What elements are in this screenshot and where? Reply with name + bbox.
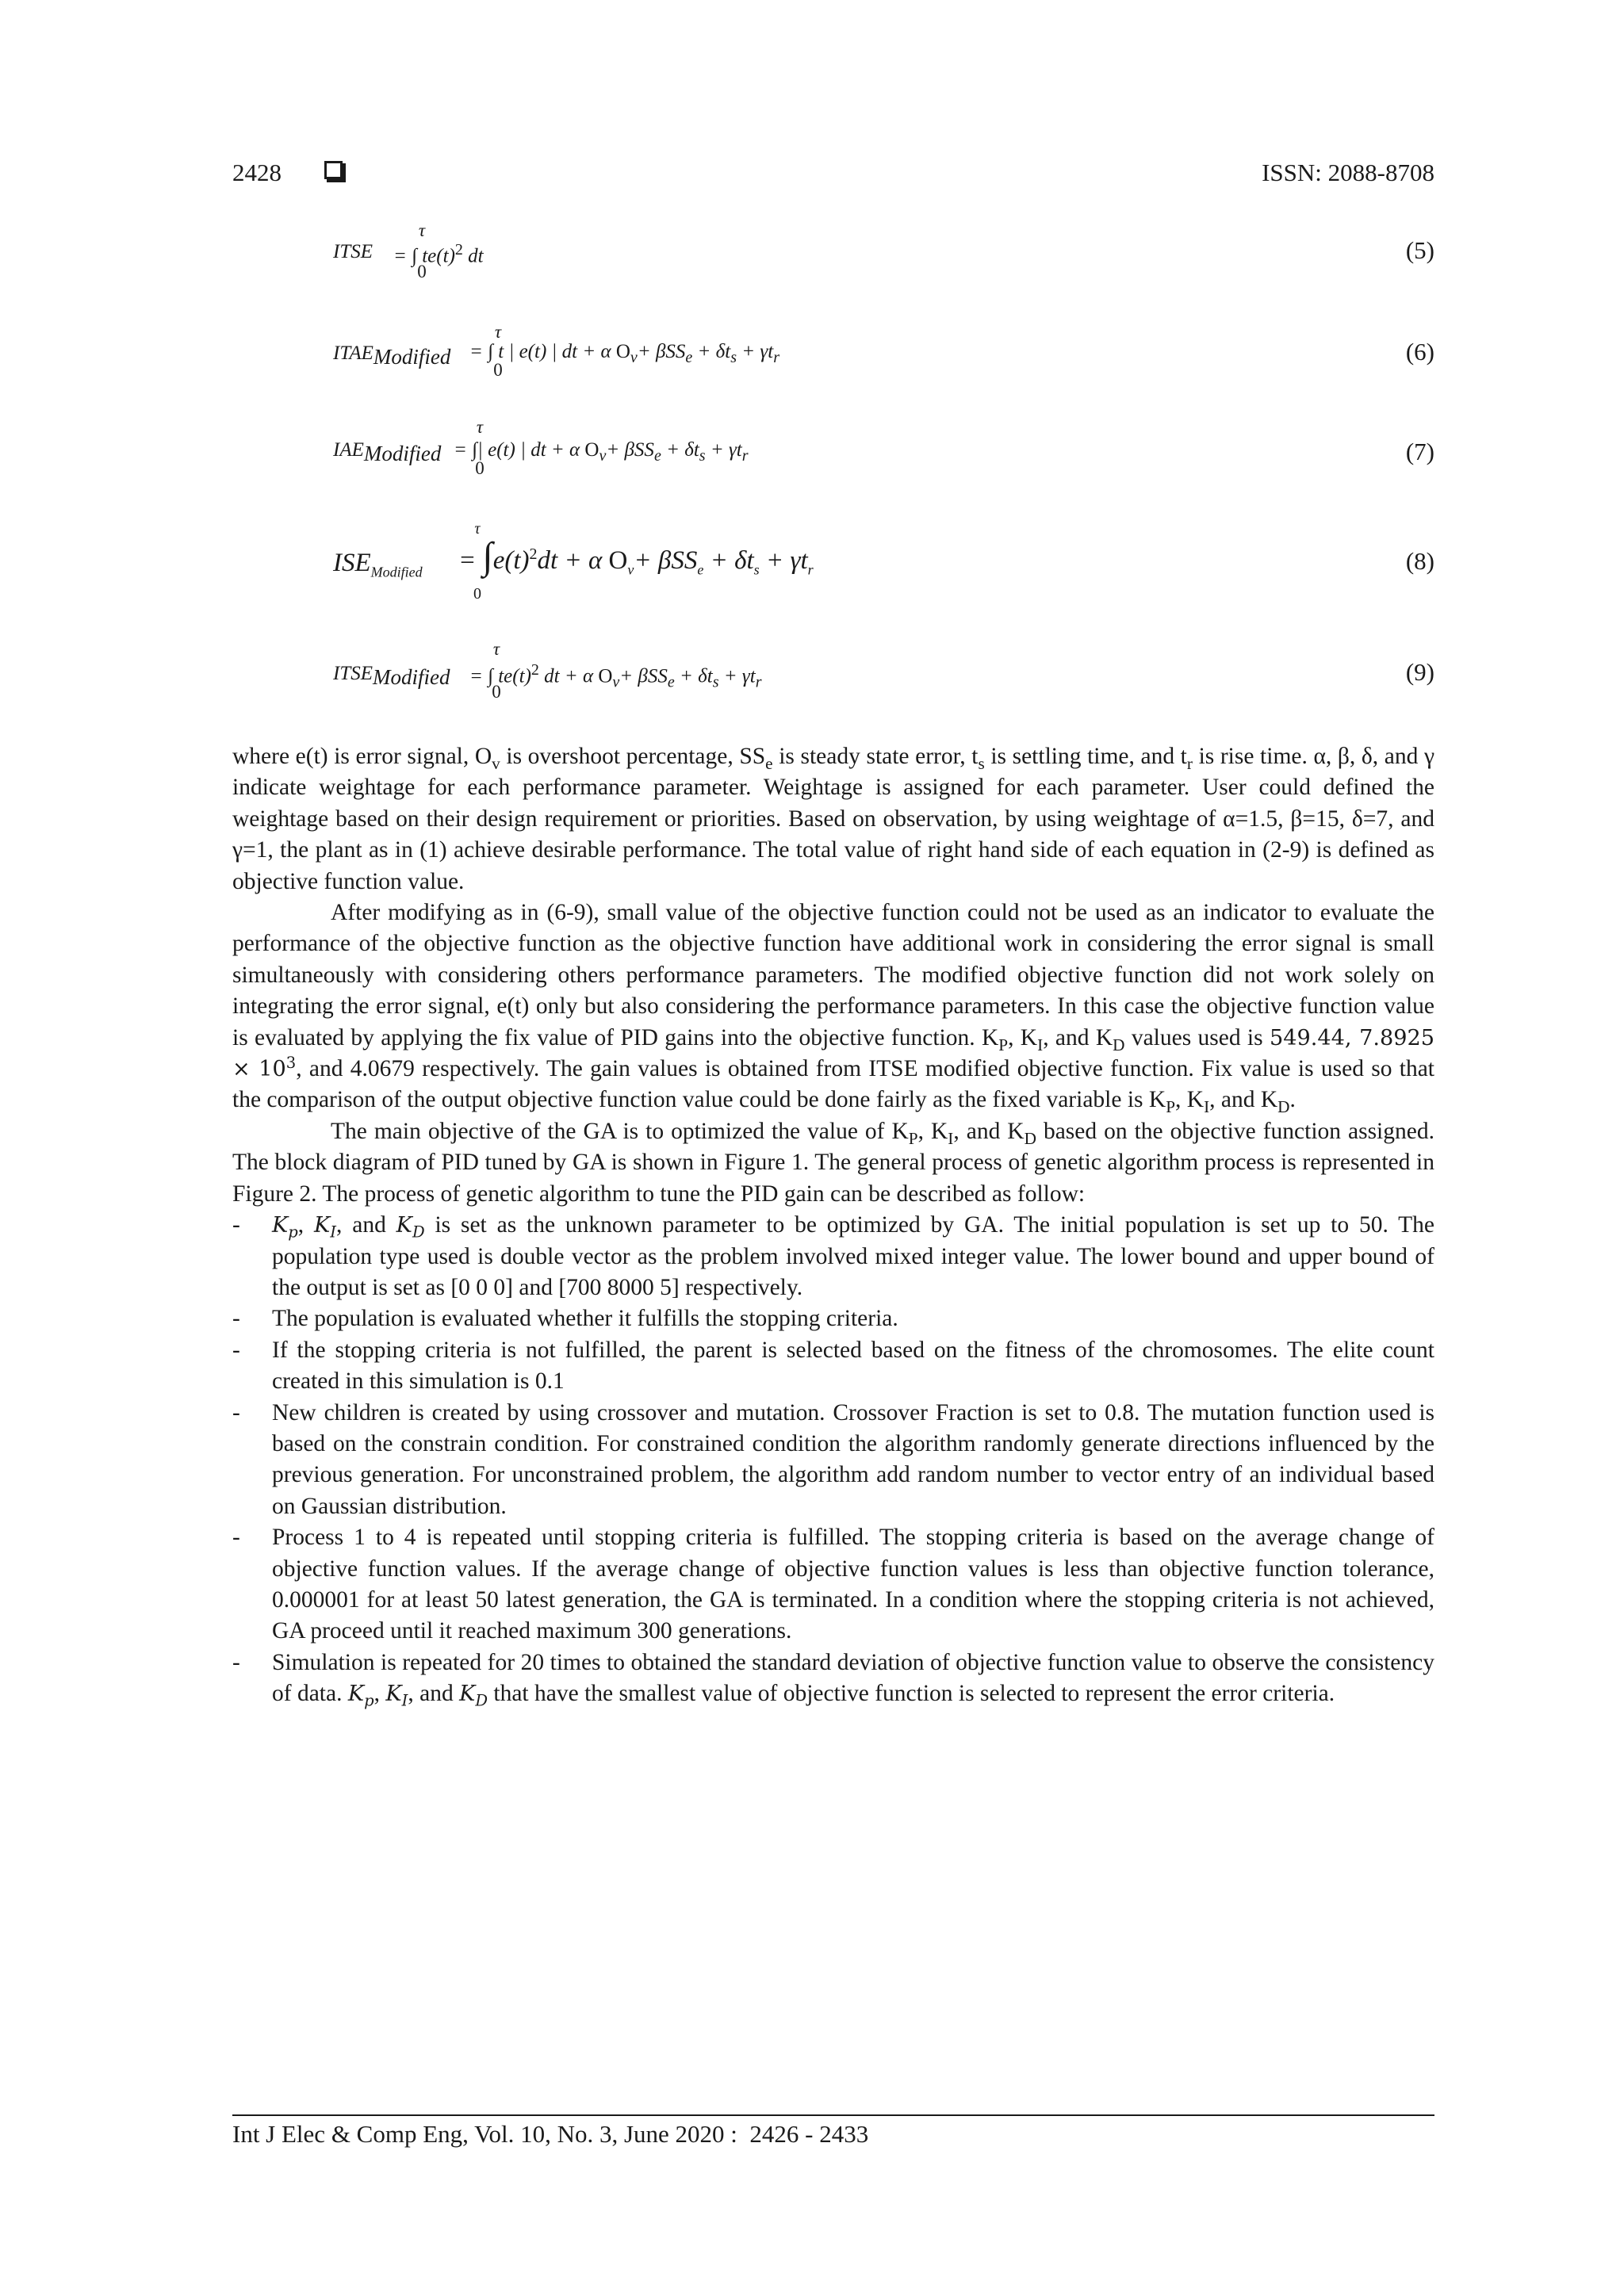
- footer-rule: [232, 2114, 1434, 2116]
- text-run: , K: [1175, 1087, 1205, 1113]
- equation-rhs: = ∫ t | e(t) | dt + α $O_v+ \beta SS_e + \delta t_s + \gamma t_r$: [469, 341, 779, 366]
- issn-label: ISSN: 2088-8708: [1262, 159, 1434, 186]
- text-run: Process 1 to 4 is repeated until stopping criteria is fulfilled. The stopping criteria is based on the average change of objective function values. If the average change of objective function values is less than objective function tolerance, 0.000001 for at least 50 latest generation, the GA is terminated. In a condition where the stopping criteria is not achieved, GA proceed until it reached maximum 300 generations.: [272, 1525, 1434, 1644]
- text-subscript: p: [288, 1223, 298, 1242]
- list-item: [232, 1335, 1434, 1398]
- equation-lhs: [333, 439, 441, 466]
- lower-limit: 0: [492, 682, 501, 702]
- text-run: Simulation is repeated for 20 times to obtained the standard deviation of objective function value to observe the consistency of data.: [272, 1649, 1434, 1707]
- text-run: K: [396, 1213, 412, 1238]
- equation-number: (6): [1405, 338, 1434, 365]
- lhs-subscript: Modified: [370, 564, 423, 580]
- kd-symbol: [459, 1682, 488, 1710]
- text-run: , and: [408, 1681, 460, 1707]
- ki-symbol: [385, 1682, 408, 1710]
- kp-symbol: [272, 1213, 298, 1242]
- ki-symbol: [314, 1213, 336, 1242]
- upper-limit: τ: [492, 639, 500, 659]
- text-run: After modifying as in (6-9), small value of the objective function could not be used as an indicator to evaluate the performance of the objective function as the objective function have additional work in considering the error signal is small simultaneously with considering others performance parameters. The modified objective function did not work solely on integrating the error signal, e(t) only but also considering the performance parameters. In this case the objective function value is evaluated by applying the fix value of PID gains into the objective function. K: [232, 900, 1434, 1050]
- text-subscript: P: [908, 1128, 918, 1148]
- equation-rhs: = ∫| e(t) | dt + α $O_v+ \beta SS_e + \delta t_s + \gamma t_r$: [454, 439, 749, 465]
- text-run: 549.44, 7.8925 × 10: [232, 1025, 1434, 1082]
- equation-lhs: [333, 241, 373, 263]
- lhs-symbol: IAE: [333, 439, 364, 461]
- text-subscript: I: [330, 1223, 336, 1242]
- upper-limit: τ: [494, 322, 502, 342]
- text-run: , K: [917, 1118, 948, 1144]
- list-item: - Simulation is repeated for 20 times to obtained the standard deviation of objective function value to observe the consistency of data. $K_p$, $K_I$, and $K_D$ that have the smallest value of objective function is selected to represent the error criteria.: [232, 1647, 1434, 1710]
- text-run: where e(t) is error signal, O: [232, 744, 492, 769]
- text-subscript: I: [401, 1691, 408, 1710]
- list-item: [232, 1522, 1434, 1647]
- text-run: , and K: [1043, 1024, 1113, 1050]
- list-dash: -: [232, 1306, 240, 1332]
- text-run: New children is created by using crossover and mutation. Crossover Fraction is set to 0.8. The mutation function used is based on the constrain condition. For constrained condition the algorithm randomly generate directions influenced by the previous generation. For unconstrained problem, the algorithm add random number to vector entry of an individual based on Gaussian distribution.: [272, 1399, 1434, 1519]
- lhs-symbol: ISE: [333, 549, 371, 577]
- text-subscript: s: [978, 753, 985, 773]
- text-subscript: e: [765, 753, 773, 773]
- list-dash: -: [232, 1525, 240, 1551]
- equation-number: (9): [1405, 658, 1434, 686]
- equation-lhs: [333, 342, 450, 369]
- paragraph-definitions: [232, 741, 1434, 897]
- text-subscript: D: [1024, 1128, 1036, 1148]
- text-run: K: [272, 1213, 289, 1238]
- equation-lhs: [333, 549, 423, 581]
- text-run: K: [459, 1682, 476, 1707]
- equation-5: [333, 220, 1434, 285]
- text-run: respectively. The gain values is obtained from ITSE modified objective function. Fix value is used so that the comparison of the output objective function value could be done fairly as the fixed variable is K: [232, 1056, 1435, 1113]
- text-run: values used is: [1124, 1024, 1270, 1050]
- equation-number: (5): [1405, 236, 1434, 264]
- text-run: .: [1289, 1087, 1296, 1113]
- list-dash: -: [232, 1337, 240, 1363]
- list-item: - $K_p$, $K_I$, and $K_D$ is set as the unknown parameter to be optimized by GA. The initial population is set up to 50. The population type used is double vector as the problem involved mixed integer value. The lower bound and upper bound of the output is set as [0 0 0] and [700 8000 5] respectively.: [232, 1210, 1434, 1303]
- text-subscript: I: [948, 1128, 954, 1148]
- equation-number: (7): [1405, 438, 1434, 465]
- body-text: [232, 741, 1434, 1710]
- list-dash: -: [232, 1399, 240, 1425]
- paragraph-modification: [232, 897, 1434, 1116]
- text-run: is set as the unknown parameter to be optimized by GA. The initial population is set up to 50. The population type used is double vector as the problem involved mixed integer value. The lower bound and upper bound of the output is set as [0 0 0] and [700 8000 5] respectively.: [272, 1212, 1435, 1300]
- page-number: 2428: [232, 159, 282, 186]
- text-run: K: [385, 1682, 402, 1707]
- text-run: , and K: [953, 1118, 1025, 1144]
- lower-limit: 0: [475, 458, 485, 478]
- equation-number: (8): [1405, 547, 1434, 575]
- lhs-subscript: Modified: [373, 665, 450, 689]
- equation-rhs: = ∫ $te(t)^2$ dt + α $O_v+ \beta SS_e + \delta t_s + \gamma t_r$: [469, 661, 762, 691]
- upper-limit: τ: [418, 220, 426, 240]
- lhs-subscript: Modified: [373, 345, 451, 369]
- text-subscript: I: [1204, 1097, 1210, 1117]
- text-subscript: D: [475, 1691, 488, 1710]
- text-superscript: 3: [285, 1054, 297, 1073]
- square-bullet-icon: [324, 161, 343, 179]
- text-run: based on the objective function assigned. The block diagram of PID tuned by GA is shown in Figure 1. The general process of genetic algorithm process is represented in Figure 2. The process of genetic algorithm to tune the PID gain can be described as follow:: [232, 1118, 1434, 1207]
- text-run: K: [347, 1682, 365, 1707]
- text-subscript: v: [492, 753, 500, 773]
- text-run: that have the smallest value of objective function is selected to represent the error criteria.: [488, 1681, 1335, 1707]
- text-run: The population is evaluated whether it fulfills the stopping criteria.: [272, 1306, 898, 1332]
- text-run: If the stopping criteria is not fulfilled, the parent is selected based on the fitness of the chromosomes. The elite count created in this simulation is 0.1: [272, 1337, 1434, 1395]
- list-item: [232, 1303, 1434, 1334]
- lhs-symbol: ITSE: [333, 663, 373, 684]
- equation-8: [333, 520, 1434, 612]
- lhs-symbol: ITSE: [333, 241, 373, 262]
- upper-limit: τ: [476, 417, 484, 437]
- text-run: , and K: [1209, 1087, 1278, 1113]
- text-subscript: I: [1037, 1035, 1044, 1054]
- text-run: , and: [296, 1056, 350, 1082]
- list-dash: -: [232, 1212, 240, 1238]
- text-run: is steady state error, t: [772, 744, 979, 769]
- list-item: [232, 1398, 1434, 1523]
- text-subscript: r: [1186, 753, 1193, 773]
- upper-limit: τ: [474, 520, 481, 538]
- text-subscript: P: [1166, 1097, 1175, 1117]
- journal-citation: Int J Elec & Comp Eng, Vol. 10, No. 3, June 2020 : 2426 - 2433: [232, 2120, 869, 2148]
- text-run: is settling time, and t: [984, 744, 1187, 769]
- text-subscript: P: [998, 1035, 1009, 1054]
- equation-7: [333, 417, 1434, 484]
- equation-6: [333, 322, 1434, 388]
- list-dash: -: [232, 1649, 240, 1675]
- text-run: , and: [336, 1212, 396, 1238]
- text-run: , K: [1008, 1024, 1038, 1050]
- text-run: is rise time. α, β, δ, and γ indicate weightage for each performance parameter. Weightage is assigned for each parameter. User could defined the weightage based on their design requirement or priorities. Based on observation, by using weightage of α=1.5, β=15, δ=7, and γ=1, the plant as in (1) achieve desirable performance. The total value of right hand side of each equation in (2-9) is defined as objective function value.: [232, 744, 1435, 894]
- text-run: 4.0679: [350, 1056, 415, 1082]
- ga-steps-list: [232, 1210, 1434, 1710]
- text-run: K: [314, 1213, 331, 1238]
- text-subscript: D: [1113, 1035, 1125, 1054]
- text-subscript: D: [412, 1223, 425, 1242]
- lower-limit: 0: [473, 585, 481, 603]
- lower-limit: 0: [417, 262, 427, 281]
- paragraph-ga-objective: [232, 1116, 1434, 1210]
- page-header: [232, 152, 1434, 193]
- lhs-subscript: Modified: [363, 442, 442, 465]
- lower-limit: 0: [493, 360, 503, 380]
- equation-9: [333, 639, 1434, 706]
- equation-lhs: [333, 663, 450, 690]
- kp-symbol: [347, 1682, 374, 1710]
- text-run: is overshoot percentage, SS: [500, 744, 766, 769]
- text-run: The main objective of the GA is to optimized the value of K: [331, 1118, 909, 1144]
- text-subscript: D: [1277, 1097, 1290, 1117]
- equation-rhs: = $\int e(t)^2dt + \alpha$ $O_v+ \beta SS_e + \delta t_s + \gamma t_r$: [458, 535, 814, 578]
- kd-symbol: [396, 1213, 425, 1242]
- text-subscript: p: [364, 1691, 374, 1710]
- lhs-symbol: ITAE: [333, 342, 373, 364]
- equation-rhs: = ∫ $te(t)^2$ dt: [393, 241, 484, 267]
